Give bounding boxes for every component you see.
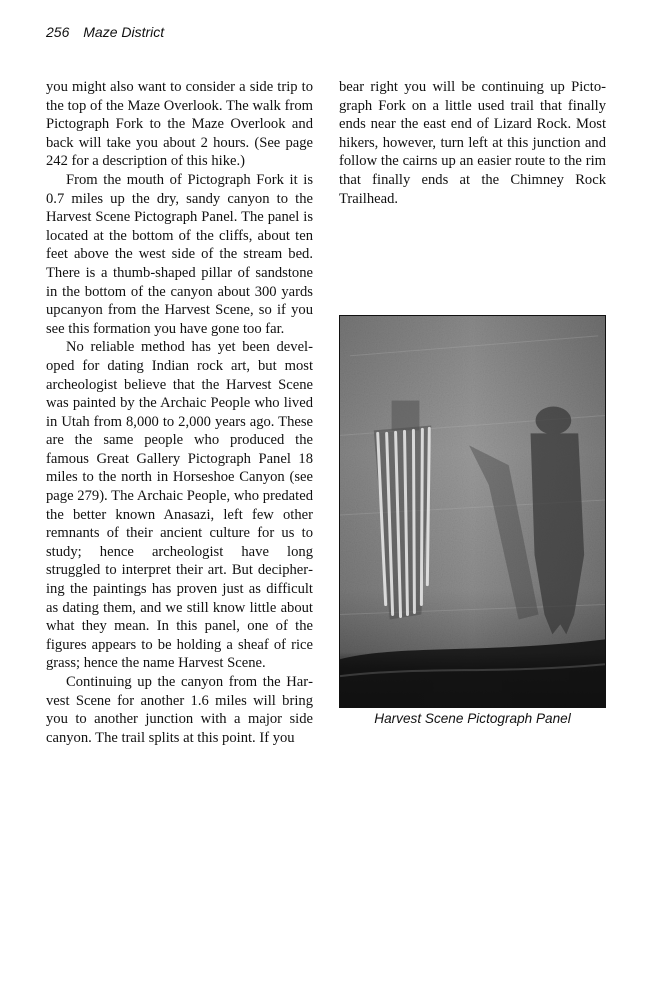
paragraph: bear right you will be continuing up Pictograph Fork on a little used trail that finally ends near the east end of Lizard Rock. Most hikers, however, turn left at this junction and follow the cairns up an easier route to the rim that finally ends at the Chimney Rock Trailhead. [339, 79, 606, 207]
section-title: Maze District [83, 24, 165, 40]
paragraph: Continuing up the canyon from the Harvest Scene for another 1.6 miles will bring you to another junction with a major side canyon. The trail splits at this point. If you [46, 674, 313, 746]
paragraph: From the mouth of Pictograph Fork it is 0.7 miles up the dry, sandy canyon to the Harvest Scene Pictograph Panel. The panel is located at the bottom of the cliffs, about ten feet above the west side of the stream bed. There is a thumb-shaped pillar of sandstone in the bottom of the canyon about 300 yards upcanyon from the Harvest Scene, so if you see this formation you have gone too far. [46, 171, 313, 337]
paragraph: you might also want to consider a side trip to the top of the Maze Overlook. The walk from Pictograph Fork to the Maze Overlook and back will take you about 2 hours. (See page 242 for a description of this hike.) [46, 79, 313, 170]
pictograph-photo-image [340, 316, 605, 707]
left-column [46, 78, 313, 747]
pictograph-photo [339, 315, 606, 708]
running-head [46, 24, 164, 40]
paragraph: No reliable method has yet been developed for dating Indian rock art, but most archeologist believe that the Harvest Scene was painted by the Archaic People who lived in Utah from 8,000 to 2,000 years ago. These are the same people who produced the famous Great Gallery Pictograph Panel 18 miles to the north in Horseshoe Canyon (see page 279). The Archaic People, who predated the better known Anasazi, left few other remnants of their ancient culture for us to study; hence archeologist have long struggled to interpret their art. But deciphering the paintings has proven just as difficult as dating them, and we still know little about what they mean. In this panel, one of the figures appears to be holding a sheaf of rice grass; hence the name Harvest Scene. [46, 339, 313, 672]
figure-caption: Harvest Scene Pictograph Panel [374, 711, 571, 726]
right-column [339, 78, 606, 208]
page-number: 256 [46, 24, 70, 40]
